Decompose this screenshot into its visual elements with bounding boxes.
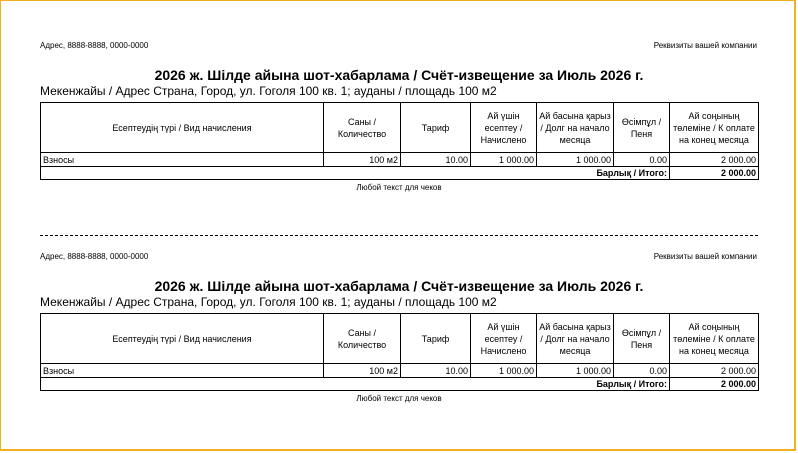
total-row [41, 378, 759, 391]
column-header-to-pay: Ай соңының төлеміне / К оплате на конец месяца [670, 103, 759, 153]
cell-quantity: 100 м2 [324, 364, 401, 378]
footnote: Любой текст для чеков [356, 394, 442, 403]
cell-penalty: 0.00 [614, 153, 670, 167]
column-header-quantity: Саны / Количество [324, 103, 401, 153]
cell-type: Взносы [41, 153, 324, 167]
cell-debt: 1 000.00 [537, 364, 614, 378]
cell-quantity: 100 м2 [324, 153, 401, 167]
receipt-title: 2026 ж. Шілде айына шот-хабарлама / Счёт-извещение за Июль 2026 г. [154, 67, 644, 83]
premises-address: Мекенжайы / Адрес Страна, Город, ул. Гоголя 100 кв. 1; ауданы / площадь 100 м2 [40, 84, 497, 98]
footnote: Любой текст для чеков [356, 183, 442, 192]
receipt-header [40, 40, 758, 52]
column-header-quantity: Саны / Количество [324, 314, 401, 364]
column-header-type: Есептеудің түрі / Вид начисления [41, 103, 324, 153]
column-header-penalty: Өсімпұл / Пеня [614, 103, 670, 153]
cell-accrued: 1 000.00 [471, 153, 537, 167]
cell-type: Взносы [41, 364, 324, 378]
total-label: Барлық / Итого: [41, 167, 670, 180]
cell-tariff: 10.00 [401, 364, 471, 378]
company-details: Реквизиты вашей компании [653, 252, 757, 261]
cut-line [40, 235, 758, 236]
table-row [41, 153, 759, 167]
cell-to-pay: 2 000.00 [670, 364, 759, 378]
cell-debt: 1 000.00 [537, 153, 614, 167]
column-header-tariff: Тариф [401, 103, 471, 153]
receipt-2 [40, 251, 758, 405]
column-header-type: Есептеудің түрі / Вид начисления [41, 314, 324, 364]
table-row [41, 364, 759, 378]
address-line: Адрес, 8888-8888, 0000-0000 [40, 252, 149, 261]
column-header-tariff: Тариф [401, 314, 471, 364]
column-header-debt: Ай басына қарыз / Долг на начало месяца [537, 103, 614, 153]
cell-penalty: 0.00 [614, 364, 670, 378]
table-header-row [41, 103, 759, 153]
column-header-penalty: Өсімпұл / Пеня [614, 314, 670, 364]
charges-table [40, 102, 759, 180]
premises-address: Мекенжайы / Адрес Страна, Город, ул. Гоголя 100 кв. 1; ауданы / площадь 100 м2 [40, 295, 497, 309]
address-line: Адрес, 8888-8888, 0000-0000 [40, 41, 149, 50]
column-header-accrued: Ай үшін есептеу / Начислено [471, 103, 537, 153]
receipt-1 [40, 40, 758, 194]
table-header-row [41, 314, 759, 364]
cell-to-pay: 2 000.00 [670, 153, 759, 167]
total-label: Барлық / Итого: [41, 378, 670, 391]
charges-table [40, 313, 759, 391]
cell-tariff: 10.00 [401, 153, 471, 167]
column-header-accrued: Ай үшін есептеу / Начислено [471, 314, 537, 364]
company-details: Реквизиты вашей компании [653, 41, 757, 50]
column-header-to-pay: Ай соңының төлеміне / К оплате на конец месяца [670, 314, 759, 364]
total-row [41, 167, 759, 180]
total-value: 2 000.00 [670, 167, 759, 180]
receipt-header [40, 251, 758, 263]
receipt-title: 2026 ж. Шілде айына шот-хабарлама / Счёт-извещение за Июль 2026 г. [154, 278, 644, 294]
cell-accrued: 1 000.00 [471, 364, 537, 378]
column-header-debt: Ай басына қарыз / Долг на начало месяца [537, 314, 614, 364]
total-value: 2 000.00 [670, 378, 759, 391]
